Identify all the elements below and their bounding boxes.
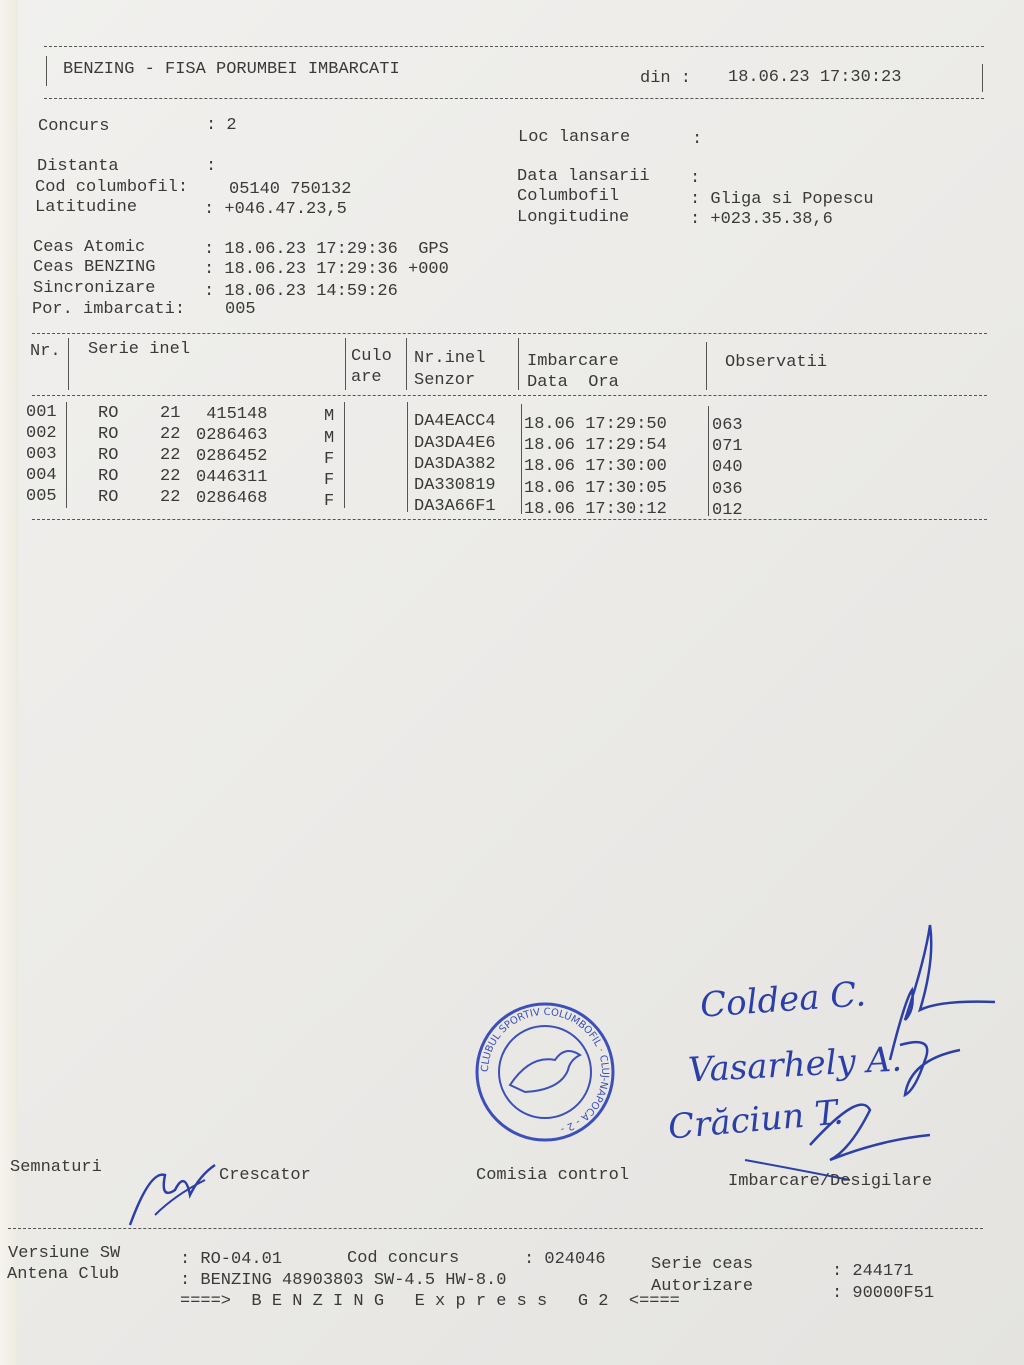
row-serie: 415148 — [196, 405, 268, 424]
pigeon-icon — [510, 1051, 580, 1092]
ceas-benzing-label: Ceas BENZING — [33, 258, 156, 277]
cod-concurs-value: : 024046 — [524, 1250, 606, 1269]
handwritten-name: Vasarhely A. — [687, 1039, 903, 1091]
versiune-sw-label: Versiune SW — [8, 1244, 121, 1263]
handwritten-name: Coldea C. — [698, 974, 868, 1026]
header-data-ora: Data Ora — [527, 373, 619, 392]
sincronizare-label: Sincronizare — [33, 279, 156, 298]
crescator-label: Crescator — [219, 1166, 311, 1185]
date-label: din : — [640, 69, 692, 88]
row-senzor: DA3DA382 — [414, 455, 496, 474]
row-an: 22 — [160, 446, 181, 465]
row-data-ora: 18.06 17:30:00 — [524, 457, 667, 476]
stamp-outer-ring — [477, 1004, 613, 1140]
row-tara: RO — [98, 488, 119, 507]
row-observatii: 012 — [712, 501, 743, 520]
benzing-express-banner: ====> B E N Z I N G E x p r e s s G 2 <==== — [180, 1292, 680, 1311]
ceas-benzing-value: : 18.06.23 17:29:36 +000 — [204, 260, 449, 279]
porumbei-imbarcati-label: Por. imbarcati: — [32, 300, 186, 319]
cod-columbofil-label: Cod columbofil: — [35, 178, 189, 197]
data-lansarii-value: : — [690, 169, 701, 188]
latitudine-label: Latitudine — [35, 198, 138, 217]
latitudine-value: : +046.47.23,5 — [204, 200, 347, 219]
row-nr: 004 — [26, 466, 57, 485]
antena-club-label: Antena Club — [7, 1265, 120, 1284]
header-culoare: Culo — [351, 347, 392, 366]
row-nr: 003 — [26, 445, 57, 464]
row-an: 22 — [160, 467, 181, 486]
imbarcare-desigilare-label: Imbarcare/Desigilare — [728, 1172, 933, 1191]
distanta-label: Distanta — [37, 157, 119, 176]
row-tara: RO — [98, 404, 119, 423]
row-senzor: DA330819 — [414, 476, 496, 495]
concurs-label: Concurs — [38, 117, 110, 136]
longitudine-value: : +023.35.38,6 — [690, 210, 833, 229]
header-culoare-2: are — [351, 368, 382, 387]
row-senzor: DA4EACC4 — [414, 412, 496, 431]
row-nr: 002 — [26, 424, 57, 443]
row-sex: F — [324, 471, 335, 490]
header-senzor: Senzor — [414, 371, 476, 390]
row-observatii: 040 — [712, 458, 743, 477]
row-data-ora: 18.06 17:29:50 — [524, 415, 667, 434]
longitudine-label: Longitudine — [517, 208, 630, 227]
cod-columbofil-value: 05140 750132 — [229, 180, 352, 199]
row-sex: F — [324, 450, 335, 469]
concurs-value: : 2 — [206, 116, 237, 135]
stamp-inner-ring — [499, 1026, 591, 1118]
club-stamp — [470, 1000, 620, 1150]
row-senzor: DA3DA4E6 — [414, 434, 496, 453]
signature-mark — [890, 925, 995, 1060]
antena-club-value: : BENZING 48903803 SW-4.5 HW-8.0 — [180, 1271, 507, 1290]
header-nr: Nr. — [30, 342, 61, 361]
stamp-text: CLUBUL SPORTIV COLUMBOFIL · CLUJ-NAPOCA - 2 - — [479, 1006, 611, 1135]
sincronizare-value: : 18.06.23 14:59:26 — [204, 282, 398, 301]
date-value: 18.06.23 17:30:23 — [728, 68, 902, 87]
distanta-value: : — [206, 157, 217, 176]
signature-mark — [810, 1105, 930, 1160]
serie-ceas-label: Serie ceas — [651, 1255, 754, 1274]
porumbei-imbarcati-value: 005 — [225, 300, 256, 319]
ceas-atomic-label: Ceas Atomic — [33, 238, 146, 257]
row-an: 22 — [160, 425, 181, 444]
row-data-ora: 18.06 17:29:54 — [524, 436, 667, 455]
row-observatii: 071 — [712, 437, 743, 456]
row-sex: M — [324, 429, 335, 448]
autorizare-label: Autorizare — [651, 1277, 754, 1296]
loc-lansare-label: Loc lansare — [518, 128, 631, 147]
serie-ceas-value: : 244171 — [832, 1262, 914, 1281]
signature-mark — [900, 1042, 960, 1095]
row-sex: M — [324, 407, 335, 426]
row-tara: RO — [98, 425, 119, 444]
row-nr: 001 — [26, 403, 57, 422]
cod-concurs-label: Cod concurs — [347, 1249, 460, 1268]
row-observatii: 036 — [712, 480, 743, 499]
row-serie: 0446311 — [196, 468, 268, 487]
row-serie: 0286463 — [196, 426, 268, 445]
row-serie: 0286452 — [196, 447, 268, 466]
semnaturi-label: Semnaturi — [10, 1158, 102, 1177]
loc-lansare-value: : — [692, 130, 703, 149]
document-title: BENZING - FISA PORUMBEI IMBARCATI — [63, 60, 400, 79]
row-tara: RO — [98, 446, 119, 465]
columbofil-value: : Gliga si Popescu — [690, 190, 874, 209]
row-senzor: DA3A66F1 — [414, 497, 496, 516]
row-sex: F — [324, 492, 335, 511]
footer-top-rule — [8, 1228, 983, 1229]
signature-mark — [130, 1165, 215, 1225]
row-an: 22 — [160, 488, 181, 507]
row-an: 21 — [160, 404, 181, 423]
handwritten-name: Crăciun T. — [666, 1092, 845, 1148]
row-serie: 0286468 — [196, 489, 268, 508]
data-lansarii-label: Data lansarii — [517, 167, 650, 186]
header-nr-inel: Nr.inel — [414, 349, 486, 368]
columbofil-label: Columbofil — [517, 187, 620, 206]
header-serie-inel: Serie inel — [88, 340, 191, 359]
row-data-ora: 18.06 17:30:12 — [524, 500, 667, 519]
ceas-atomic-value: : 18.06.23 17:29:36 GPS — [204, 240, 449, 259]
versiune-sw-value: : RO-04.01 — [180, 1250, 283, 1269]
comisia-control-label: Comisia control — [476, 1166, 630, 1185]
autorizare-value: : 90000F51 — [832, 1284, 935, 1303]
row-nr: 005 — [26, 487, 57, 506]
signature-mark — [155, 1180, 205, 1215]
header-imbarcare: Imbarcare — [527, 352, 619, 371]
row-tara: RO — [98, 467, 119, 486]
row-observatii: 063 — [712, 416, 743, 435]
row-data-ora: 18.06 17:30:05 — [524, 479, 667, 498]
header-observatii: Observatii — [725, 353, 828, 372]
